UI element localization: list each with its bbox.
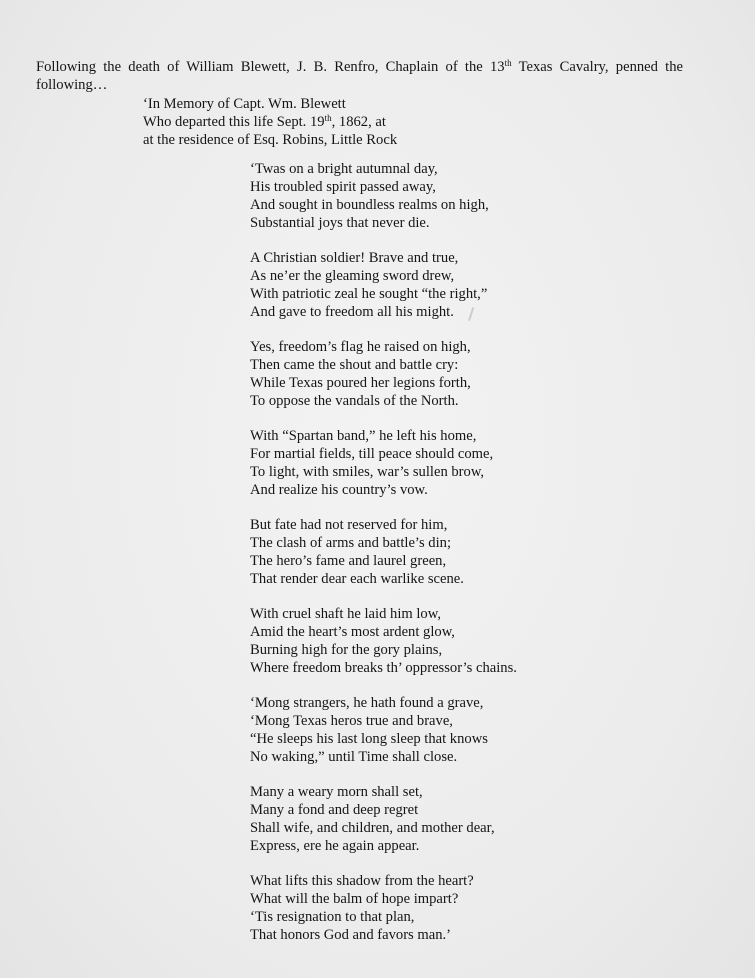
poem-line: But fate had not reserved for him, [250,517,448,533]
poem-stanza-4 [250,427,517,499]
poem-line: “He sleeps his last long sleep that knows [250,731,488,747]
poem-stanza-7 [250,694,517,766]
poem-line: As ne’er the gleaming sword drew, [250,268,455,284]
poem-stanza-5 [250,516,517,588]
heading-line-2-before: Who departed this life Sept. 19 [143,114,325,130]
poem-stanza-3 [250,338,517,410]
heading-line-3: at the residence of Esq. Robins, Little Rock [143,132,398,148]
poem-line: Many a weary morn shall set, [250,784,423,800]
intro-text-before: Following the death of William Blewett, J. B. Renfro, Chaplain of the 13 [36,59,505,75]
poem-stanza-6 [250,605,517,677]
poem-line: To light, with smiles, war’s sullen brow, [250,464,485,480]
poem-line: ‘Tis resignation to that plan, [250,909,415,925]
poem-line: To oppose the vandals of the North. [250,393,459,409]
poem-line: The clash of arms and battle’s din; [250,535,452,551]
poem-line: That honors God and favors man.’ [250,927,452,943]
poem-line: The hero’s fame and laurel green, [250,553,447,569]
poem-line: That render dear each warlike scene. [250,571,464,587]
poem-line: ‘Mong strangers, he hath found a grave, [250,695,484,711]
intro-ordinal-suffix: th [504,58,512,68]
poem-line: Where freedom breaks th’ oppressor’s chains. [250,660,517,676]
poem-line: Shall wife, and children, and mother dear, [250,820,495,836]
heading-ordinal-suffix: th [324,113,332,123]
poem-line: ‘Twas on a bright autumnal day, [250,161,438,177]
poem-line: With cruel shaft he laid him low, [250,606,441,622]
poem-line: And realize his country’s vow. [250,482,428,498]
heading-line-2 [143,113,397,131]
intro-text-after: Texas Cavalry, penned the following… [36,59,684,93]
poem-stanza-9 [250,872,517,944]
poem-line: Then came the shout and battle cry: [250,357,459,373]
poem-stanza-8 [250,783,517,855]
heading-line-2-after: , 1862, at [331,114,386,130]
intro-paragraph [36,58,683,94]
poem-line: With “Spartan band,” he left his home, [250,428,477,444]
poem-line: Many a fond and deep regret [250,802,419,818]
heading-line-1: ‘In Memory of Capt. Wm. Blewett [143,96,346,112]
poem-line: Yes, freedom’s flag he raised on high, [250,339,471,355]
poem [250,160,517,961]
poem-line: While Texas poured her legions forth, [250,375,471,391]
poem-line: What will the balm of hope impart? [250,891,459,907]
poem-line: Amid the heart’s most ardent glow, [250,624,455,640]
poem-line: Burning high for the gory plains, [250,642,443,658]
poem-stanza-1 [250,160,517,232]
poem-line: A Christian soldier! Brave and true, [250,250,459,266]
poem-line: ‘Mong Texas heros true and brave, [250,713,453,729]
poem-line: And gave to freedom all his might. [250,304,454,320]
poem-line: No waking,” until Time shall close. [250,749,458,765]
poem-line: Express, ere he again appear. [250,838,420,854]
memorial-heading [143,95,397,149]
poem-line: What lifts this shadow from the heart? [250,873,474,889]
poem-line: His troubled spirit passed away, [250,179,436,195]
poem-line: And sought in boundless realms on high, [250,197,489,213]
poem-line: With patriotic zeal he sought “the right,” [250,286,488,302]
poem-line: Substantial joys that never die. [250,215,430,231]
poem-line: For martial fields, till peace should come, [250,446,494,462]
